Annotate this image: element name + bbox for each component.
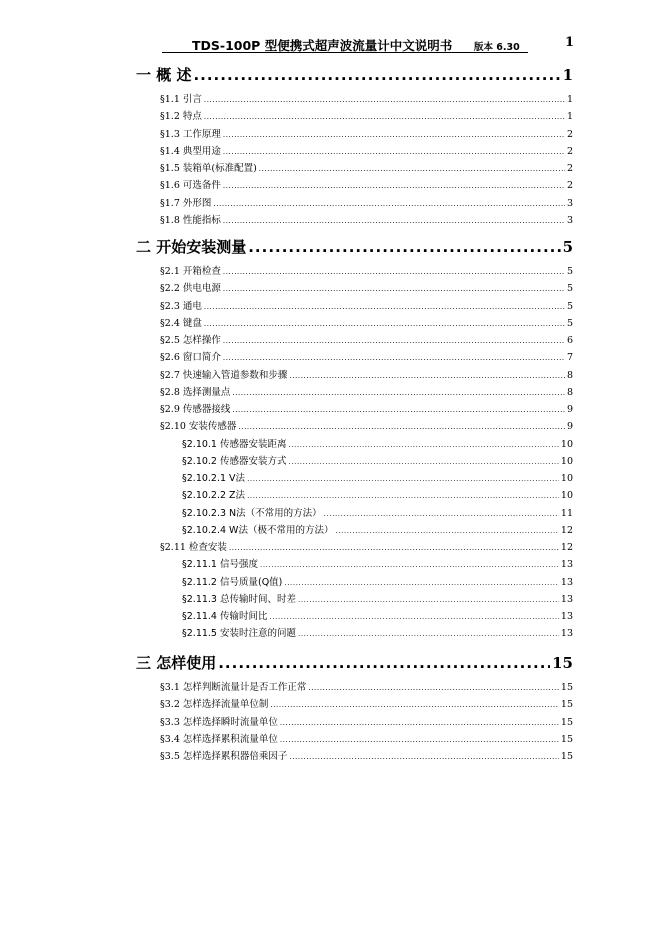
toc-chapter[interactable]	[136, 652, 573, 673]
toc-subsection-page: 10	[560, 490, 573, 502]
toc-section-page: 9	[566, 404, 573, 415]
dot-leader	[259, 163, 565, 174]
toc-section-label: §2.9 传感器接线	[160, 404, 231, 415]
toc-section-label: §3.2 怎样选择流量单位制	[160, 699, 269, 711]
dot-leader	[204, 94, 565, 105]
toc-subsection-page: 13	[560, 576, 573, 588]
toc-section-label: §2.3 通电	[160, 300, 202, 312]
toc-section-page: 15	[560, 751, 573, 762]
toc-subsection-label: §2.10.2.2 Z法	[182, 490, 246, 502]
dot-leader	[280, 734, 559, 745]
toc-section[interactable]	[160, 280, 573, 294]
toc-section-label: §3.4 怎样选择累积流量单位	[160, 733, 278, 745]
toc-section-page: 1	[566, 94, 573, 105]
dot-leader	[223, 266, 565, 277]
toc-section-label: §1.6 可选备件	[160, 180, 221, 192]
page-number: 1	[565, 35, 575, 50]
toc-section[interactable]	[160, 315, 573, 329]
toc-chapter[interactable]	[136, 236, 573, 257]
toc-subsection-page: 10	[560, 438, 573, 450]
toc-section[interactable]	[160, 212, 573, 226]
dot-leader	[218, 654, 550, 672]
toc-section[interactable]	[160, 731, 573, 745]
toc-section[interactable]	[160, 177, 573, 191]
toc-subsection[interactable]	[182, 453, 573, 467]
dot-leader	[289, 370, 565, 381]
toc-section-label: §1.5 装箱单(标准配置)	[160, 163, 257, 174]
toc-section[interactable]	[160, 349, 573, 363]
dot-leader	[284, 577, 559, 588]
toc-section-label: §2.2 供电电源	[160, 283, 221, 295]
toc-section-page: 7	[566, 352, 573, 364]
toc-section-label: §2.1 开箱检查	[160, 266, 221, 277]
dot-leader	[223, 129, 565, 140]
toc-section[interactable]	[160, 367, 573, 381]
toc-section-page: 15	[560, 733, 573, 745]
toc-section-label: §2.5 怎样操作	[160, 335, 221, 346]
toc-section-label: §1.7 外形图	[160, 197, 212, 209]
toc-section[interactable]	[160, 696, 573, 710]
toc-section[interactable]	[160, 748, 573, 762]
dot-leader	[248, 238, 560, 256]
toc-subsection[interactable]	[182, 608, 573, 622]
toc-section-page: 3	[566, 214, 573, 226]
dot-leader	[289, 751, 559, 762]
toc-section-page: 1	[566, 111, 573, 123]
toc-section-page: 6	[566, 335, 573, 346]
dot-leader	[223, 335, 565, 346]
toc-subsection-page: 13	[560, 611, 573, 622]
toc-section-page: 5	[566, 300, 573, 312]
toc-chapter-label: 一 概 述	[136, 66, 192, 84]
toc-section[interactable]	[160, 384, 573, 398]
toc-section-page: 8	[566, 369, 573, 381]
toc-section[interactable]	[160, 539, 573, 553]
dot-leader	[204, 301, 565, 312]
dot-leader	[204, 111, 565, 122]
document-title: TDS-100P 型便携式超声波流量计中文说明书	[192, 38, 453, 53]
toc-subsection-label: §2.11.2 信号质量(Q值)	[182, 576, 283, 588]
toc-subsection[interactable]	[182, 591, 573, 605]
toc-section-label: §1.1 引言	[160, 94, 202, 105]
dot-leader	[223, 146, 565, 157]
toc-subsection-label: §2.11.1 信号强度	[182, 559, 258, 571]
toc-chapter-label: 三 怎样使用	[136, 654, 217, 672]
dot-leader	[223, 352, 565, 363]
dot-leader	[289, 439, 559, 450]
toc-section-page: 2	[566, 180, 573, 192]
toc-subsection[interactable]	[182, 522, 573, 536]
toc-section-label: §2.11 检查安装	[160, 542, 227, 553]
dot-leader	[232, 387, 565, 398]
dot-leader	[260, 559, 559, 570]
toc-subsection-page: 10	[560, 473, 573, 484]
toc-section-page: 2	[566, 145, 573, 157]
dot-leader	[229, 542, 559, 553]
toc-section[interactable]	[160, 263, 573, 277]
toc-subsection[interactable]	[182, 470, 573, 484]
toc-subsection[interactable]	[182, 505, 573, 519]
toc-section-label: §2.8 选择测量点	[160, 386, 231, 398]
toc-subsection[interactable]	[182, 487, 573, 501]
toc-section-page: 15	[560, 716, 573, 728]
toc-section-label: §3.3 怎样选择瞬时流量单位	[160, 716, 278, 728]
toc-section-page: 3	[566, 197, 573, 209]
toc-section-label: §1.2 特点	[160, 111, 202, 123]
dot-leader	[247, 473, 559, 484]
dot-leader	[324, 508, 559, 519]
dot-leader	[238, 421, 565, 432]
dot-leader	[298, 628, 559, 639]
toc-subsection-label: §2.10.2.1 V法	[182, 473, 246, 484]
toc-subsection[interactable]	[182, 574, 573, 588]
toc-subsection-label: §2.11.3 总传输时间、时差	[182, 593, 296, 605]
toc-section[interactable]	[160, 108, 573, 122]
toc-section[interactable]	[160, 160, 573, 174]
dot-leader	[223, 215, 565, 226]
toc-section-page: 12	[560, 542, 573, 553]
toc-section-page: 15	[560, 699, 573, 711]
toc-subsection-label: §2.11.4 传输时间比	[182, 611, 268, 622]
toc-section-label: §2.6 窗口简介	[160, 352, 221, 364]
toc-subsection-label: §2.10.2.4 W法（极不常用的方法）	[182, 524, 334, 536]
toc-section-label: §2.7 快速输入管道参数和步骤	[160, 369, 288, 381]
dot-leader	[223, 283, 565, 294]
toc-section[interactable]	[160, 401, 573, 415]
toc-section-page: 2	[566, 128, 573, 140]
toc-section-page: 9	[566, 421, 573, 433]
toc-subsection-page: 13	[560, 628, 573, 640]
toc-subsection-page: 10	[560, 455, 573, 467]
toc-section-page: 5	[566, 283, 573, 295]
toc-chapter-page: 5	[562, 238, 573, 256]
toc-subsection-page: 12	[560, 524, 573, 536]
toc-section-page: 2	[566, 163, 573, 174]
dot-leader	[308, 682, 559, 693]
toc-section-page: 8	[566, 386, 573, 398]
toc-chapter-page: 15	[552, 654, 573, 672]
dot-leader	[270, 699, 559, 710]
toc-section-label: §3.5 怎样选择累积器倍乘因子	[160, 751, 288, 762]
toc-section-label: §1.8 性能指标	[160, 214, 221, 226]
toc-section[interactable]	[160, 126, 573, 140]
toc-section[interactable]	[160, 332, 573, 346]
toc-chapter-page: 1	[562, 66, 573, 84]
toc-subsection[interactable]	[182, 436, 573, 450]
page-header	[162, 30, 528, 53]
toc-section-page: 5	[566, 266, 573, 277]
toc-section-label: §1.4 典型用途	[160, 145, 221, 157]
toc-subsection-label: §2.10.2 传感器安装方式	[182, 455, 287, 467]
toc-section[interactable]	[160, 679, 573, 693]
toc-chapter[interactable]	[136, 64, 573, 85]
toc-subsection-page: 11	[560, 507, 573, 519]
toc-section-page: 15	[560, 682, 573, 693]
toc-subsection-page: 13	[560, 559, 573, 571]
toc-section[interactable]	[160, 418, 573, 432]
toc-subsection-page: 13	[560, 593, 573, 605]
version-label: 版本 6.30	[474, 42, 520, 53]
dot-leader	[223, 180, 565, 191]
toc-section-label: §2.10 安装传感器	[160, 421, 237, 433]
toc-section[interactable]	[160, 298, 573, 312]
toc-subsection-label: §2.10.1 传感器安装距离	[182, 438, 287, 450]
dot-leader	[213, 198, 565, 209]
dot-leader	[270, 611, 559, 622]
toc-chapter-label: 二 开始安装测量	[136, 238, 247, 256]
dot-leader	[193, 66, 560, 84]
dot-leader	[280, 717, 559, 728]
toc-section[interactable]	[160, 195, 573, 209]
toc-section-page: 5	[566, 317, 573, 329]
toc-section-label: §2.4 键盘	[160, 317, 202, 329]
toc-subsection-label: §2.10.2.3 N法（不常用的方法）	[182, 507, 322, 519]
dot-leader	[335, 525, 558, 536]
toc-subsection-label: §2.11.5 安装时注意的问题	[182, 628, 296, 640]
toc-section[interactable]	[160, 714, 573, 728]
dot-leader	[247, 490, 559, 501]
dot-leader	[289, 456, 559, 467]
toc-section[interactable]	[160, 143, 573, 157]
toc-section-label: §3.1 怎样判断流量计是否工作正常	[160, 682, 307, 693]
toc-subsection[interactable]	[182, 625, 573, 639]
toc-section-label: §1.3 工作原理	[160, 128, 221, 140]
dot-leader	[204, 318, 565, 329]
dot-leader	[298, 594, 559, 605]
toc-section[interactable]	[160, 91, 573, 105]
dot-leader	[232, 404, 565, 415]
toc-subsection[interactable]	[182, 556, 573, 570]
